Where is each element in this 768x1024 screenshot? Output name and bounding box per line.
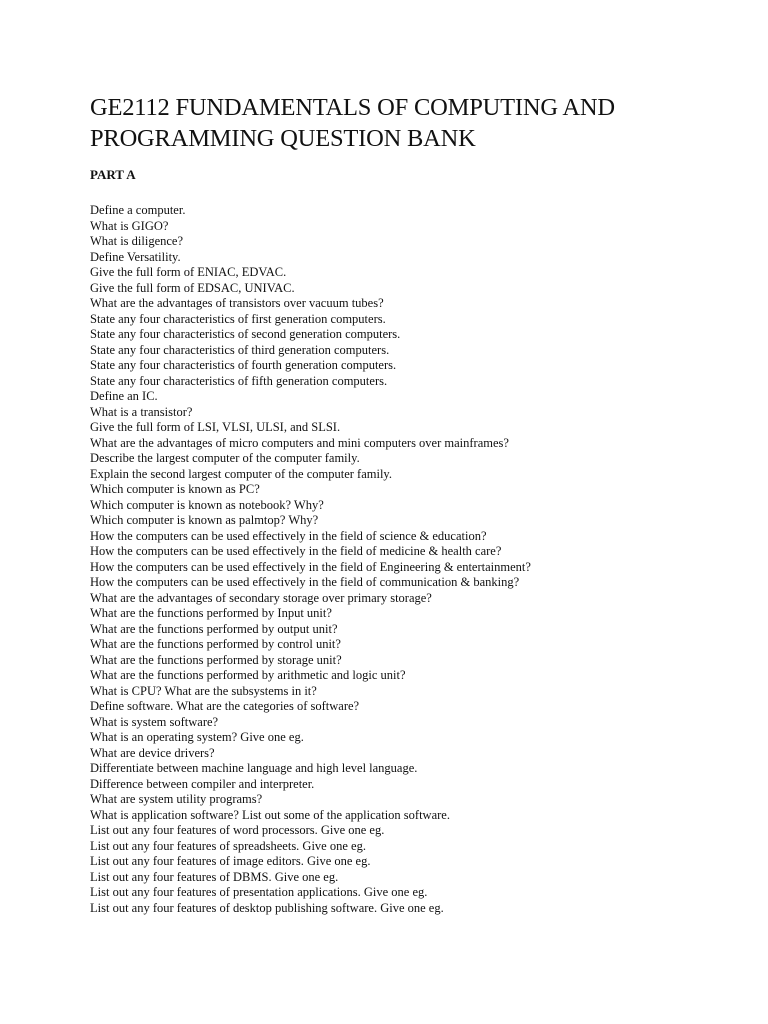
section-heading: PART A bbox=[90, 167, 136, 182]
question-item: What is diligence? bbox=[90, 234, 184, 248]
document-page bbox=[90, 92, 730, 915]
question-item: Explain the second largest computer of the computer family. bbox=[90, 466, 392, 481]
question-item: State any four characteristics of fifth generation computers. bbox=[90, 373, 388, 388]
document-title: GE2112 FUNDAMENTALS OF COMPUTING AND PROGRAMMING QUESTION BANK bbox=[90, 94, 615, 152]
question-list bbox=[90, 203, 730, 916]
question-item: State any four characteristics of second generation computers. bbox=[90, 327, 401, 341]
question-item: List out any four features of image editors. Give one eg. bbox=[90, 854, 371, 868]
question-item: What are the functions performed by output unit? bbox=[90, 621, 338, 636]
question-item: Define Versatility. bbox=[90, 249, 181, 264]
question-item: What is application software? List out some of the application software. bbox=[90, 807, 450, 822]
question-item: What is GIGO? bbox=[90, 218, 169, 233]
question-item: What are the advantages of secondary storage over primary storage? bbox=[90, 590, 432, 605]
question-item: Give the full form of ENIAC, EDVAC. bbox=[90, 265, 287, 279]
question-item: List out any four features of spreadsheets. Give one eg. bbox=[90, 838, 366, 853]
question-item: List out any four features of presentation applications. Give one eg. bbox=[90, 885, 428, 899]
question-item: Which computer is known as PC? bbox=[90, 482, 260, 496]
question-item: Differentiate between machine language and high level language. bbox=[90, 761, 418, 775]
question-item: What is a transistor? bbox=[90, 404, 193, 419]
question-item: Which computer is known as palmtop? Why? bbox=[90, 513, 319, 527]
question-item: Difference between compiler and interpreter. bbox=[90, 776, 315, 791]
question-item: What are the functions performed by arithmetic and logic unit? bbox=[90, 668, 406, 682]
question-item: Define a computer. bbox=[90, 203, 186, 217]
question-item: Define an IC. bbox=[90, 389, 158, 403]
question-item: What is system software? bbox=[90, 714, 219, 729]
question-item: Which computer is known as notebook? Why? bbox=[90, 497, 324, 512]
question-item: What is an operating system? Give one eg. bbox=[90, 730, 304, 744]
question-item: What are the functions performed by storage unit? bbox=[90, 652, 342, 667]
question-item: How the computers can be used effectively in the field of Engineering & entertainment? bbox=[90, 559, 531, 574]
question-item: List out any four features of DBMS. Give one eg. bbox=[90, 869, 339, 884]
question-item: What are system utility programs? bbox=[90, 792, 263, 806]
question-item: What are the advantages of transistors over vacuum tubes? bbox=[90, 296, 384, 310]
question-item: State any four characteristics of fourth generation computers. bbox=[90, 358, 397, 372]
question-item: Give the full form of EDSAC, UNIVAC. bbox=[90, 280, 295, 295]
question-item: How the computers can be used effectively in the field of science & education? bbox=[90, 528, 487, 543]
question-item: What are the advantages of micro computers and mini computers over mainframes? bbox=[90, 435, 509, 450]
question-item: List out any four features of word processors. Give one eg. bbox=[90, 823, 385, 837]
question-item: Define software. What are the categories of software? bbox=[90, 699, 360, 713]
question-item: How the computers can be used effectively in the field of communication & banking? bbox=[90, 575, 520, 589]
question-item: What are device drivers? bbox=[90, 745, 215, 760]
question-item: What are the functions performed by Input unit? bbox=[90, 606, 332, 620]
question-item: What are the functions performed by control unit? bbox=[90, 637, 341, 651]
question-item: What is CPU? What are the subsystems in it? bbox=[90, 683, 317, 698]
question-item: State any four characteristics of third generation computers. bbox=[90, 342, 390, 357]
question-item: Describe the largest computer of the computer family. bbox=[90, 451, 360, 465]
question-item: List out any four features of desktop publishing software. Give one eg. bbox=[90, 900, 444, 915]
question-item: How the computers can be used effectively in the field of medicine & health care? bbox=[90, 544, 502, 558]
question-item: Give the full form of LSI, VLSI, ULSI, and SLSI. bbox=[90, 420, 341, 434]
question-item: State any four characteristics of first generation computers. bbox=[90, 311, 386, 326]
